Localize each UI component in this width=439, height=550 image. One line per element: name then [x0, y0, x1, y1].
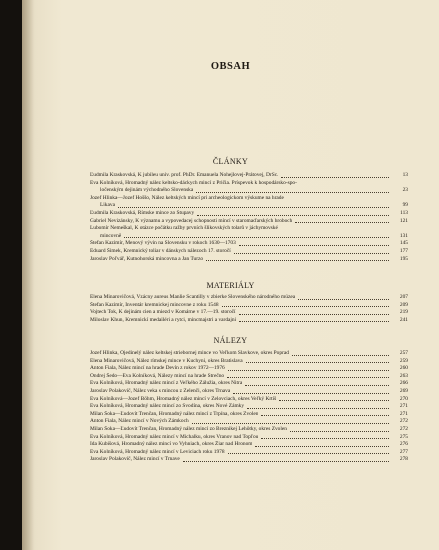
toc-page-number: 272 [399, 425, 408, 432]
toc-entry [90, 302, 408, 310]
toc-page-number: 131 [399, 232, 408, 239]
toc-entry-text: Eva Kolníková—Jozef Böhm, Hromadný nález mincí v Zelovciach, okres Veľký Krtíš [90, 395, 277, 402]
toc-entry-text: Eva Kolníková, Hromadný nález mincí v Michalku, okres Vranov nad Topľou [90, 433, 259, 440]
toc-entry-text: Ľudmila Kraskovská, K jubileu univ. prof. PhDr. Emanuela Nohejlovej-Prátovej, DrSc. [90, 172, 279, 178]
toc-page-number: 145 [399, 240, 408, 247]
toc-page-number: 263 [399, 372, 408, 379]
toc-entry-text: Ondrej Šedo—Eva Kolníková, Nálezy mincí na hrade Strečno [90, 372, 225, 379]
toc-entry [90, 172, 408, 180]
toc-entry-text: Gabriel Nevizánsky, K významu a vypovedacej schopnosti mincí v staromaďarských hroboch [90, 217, 293, 224]
toc-entry-text: Lubomír Nemeškal, K otázce počátku ražby prvních šlikovských tolarů v jáchymovské [90, 225, 278, 232]
toc-entry-text: Eva Kolníková, Hromadný nález mincí zo Svodína, okres Nové Zámky [90, 403, 245, 410]
dot-leader [247, 408, 389, 409]
dot-leader [228, 453, 389, 454]
toc-page-number: 99 [402, 202, 408, 209]
toc-entry-line [90, 248, 408, 256]
dot-leader [228, 370, 389, 371]
toc-entry-line [90, 210, 408, 218]
toc-page-number: 277 [399, 448, 408, 455]
toc-entry [90, 388, 408, 396]
toc-entry-text: Jaroslav Polakovič, Nález veka s mincou z Zelenči, okres Trnava [90, 387, 231, 394]
page-heading: OBSAH [210, 61, 251, 72]
toc-entry [90, 403, 408, 411]
toc-entry-line [90, 256, 408, 264]
toc-page-number: 207 [399, 294, 408, 300]
section-materialy [90, 294, 408, 324]
toc-entry [90, 373, 408, 381]
dot-leader [245, 385, 389, 386]
toc-entry [90, 441, 408, 449]
toc-entry [90, 396, 408, 404]
dot-leader [290, 431, 389, 432]
toc-page-number: 276 [399, 441, 408, 448]
toc-entry-line [90, 172, 408, 180]
dot-leader [227, 377, 389, 378]
section-title-clanky: ČLÁNKY [212, 157, 249, 166]
toc-entry-line [90, 195, 408, 203]
toc-entry-line [90, 373, 408, 381]
toc-page-number: 195 [399, 255, 408, 262]
toc-page-number: 257 [399, 350, 408, 356]
toc-entry-line [90, 202, 408, 210]
toc-entry [90, 256, 408, 264]
toc-entry-text: Likava [100, 202, 115, 209]
toc-entry [90, 418, 408, 426]
toc-entry-text: Štefan Kazimír, Inventár kremnickej mincovne z roku 1548 [90, 301, 219, 308]
toc-entry-line [90, 403, 408, 411]
toc-page-number: 271 [399, 410, 408, 417]
dot-leader [234, 253, 389, 254]
toc-entry-line [90, 411, 408, 419]
dot-leader [292, 355, 389, 356]
toc-entry-line [90, 388, 408, 396]
toc-page-number: 272 [399, 418, 408, 425]
toc-entry-line [90, 456, 408, 464]
dot-leader [239, 314, 389, 315]
toc-entry [90, 426, 408, 434]
section-nalezy [90, 350, 408, 464]
toc-entry-line [90, 434, 408, 442]
toc-entry-line [90, 240, 408, 248]
toc-entry [90, 240, 408, 248]
toc-entry-line [90, 294, 408, 302]
toc-entry [90, 358, 408, 366]
toc-page-number: 275 [399, 433, 408, 440]
toc-entry [90, 218, 408, 226]
toc-page-number: 266 [399, 380, 408, 387]
toc-entry [90, 380, 408, 388]
toc-page-number: 177 [399, 247, 408, 254]
toc-entry-text: Elena Minarovičová, Nález rímskej mince v Kuchyni, okres Bratislava [90, 357, 243, 364]
toc-entry [90, 309, 408, 317]
book-page [22, 0, 439, 550]
dot-leader [124, 237, 389, 238]
dot-leader [279, 400, 389, 401]
toc-entry-text: Eva Kolníková, Hromadný nález mincí v Leviciach roku 1978 [90, 448, 225, 455]
toc-entry-text: Eduard Šimek, Kremnický toliar v dánskych nálezoch 17. storočí [90, 247, 231, 254]
toc-page-number: 113 [400, 209, 408, 216]
toc-entry-text: Jaroslav Poľvář, Kutnohorská mincovna a Jan Turzo [90, 255, 204, 262]
toc-entry [90, 317, 408, 325]
toc-entry-line [90, 233, 408, 241]
toc-entry [90, 411, 408, 419]
toc-entry-line [90, 302, 408, 310]
toc-entry [90, 180, 408, 195]
toc-page-number: 259 [399, 357, 408, 364]
toc-entry [90, 248, 408, 256]
toc-page-number: 209 [399, 301, 408, 308]
dot-leader [233, 393, 389, 394]
toc-entry-line [90, 380, 408, 388]
toc-entry-text: Miloslav Khun, Kremnickí medailéri a rytci, mincmajstri a vardajni [90, 316, 237, 323]
dot-leader [239, 245, 389, 246]
dot-leader [281, 177, 389, 178]
toc-page-number: 278 [399, 456, 408, 463]
dot-leader [196, 192, 389, 193]
toc-entry [90, 449, 408, 457]
section-clanky [90, 172, 408, 263]
toc-entry-text: Milan Šoka—Ľudovít Trenčan, Hromadný nález mincí z Trpína, okres Zvolen [90, 410, 259, 417]
toc-entry [90, 350, 408, 358]
toc-page-number: 219 [399, 309, 408, 316]
toc-entry-line [90, 187, 408, 195]
toc-page-number: 13 [402, 172, 408, 178]
toc-entry-text: Elena Minarovičová, Vzácny aureus Manlie Scantilly v zbierke Slovenského národného múzea [90, 294, 296, 300]
toc-page-number: 121 [399, 217, 408, 224]
toc-entry-text: Vojtech Tok, K dejinám cien a miezd v Komárne v 17.—19. storočí [90, 309, 236, 316]
toc-entry [90, 210, 408, 218]
toc-entry-text: Anton Fiala, Nález mincí v Nových Zámkoch [90, 418, 189, 425]
dot-leader [261, 438, 389, 439]
dot-leader [222, 306, 389, 307]
dot-leader [206, 260, 389, 261]
toc-entry-text: Jozef Hlinka—Jozef Hoššo, Nález keltských mincí pri archeologickom výskume na hrade [90, 194, 284, 201]
toc-entry-line [90, 309, 408, 317]
dot-leader [118, 207, 389, 208]
toc-entry-line [90, 396, 408, 404]
toc-entry-text: Štefan Kazimír, Menový vývin na Slovensku v rokoch 1630—1703 [90, 240, 236, 247]
toc-entry-line [90, 441, 408, 449]
toc-entry [90, 365, 408, 373]
toc-page-number: 271 [399, 403, 408, 410]
toc-entry-text: Milan Šoka—Ľudovít Trenčan, Hromadný nález mincí zo Breznikej Lehôtky, okres Zvolen [90, 425, 287, 432]
toc-entry-text: Anton Fiala, Nález mincí na hrade Devín z rokov 1972—1976 [90, 365, 225, 372]
toc-page-number: 269 [399, 387, 408, 394]
section-title-materialy: MATERIÁLY [206, 281, 255, 290]
dot-leader [298, 299, 389, 300]
toc-page-number: 260 [399, 365, 408, 372]
section-title-nalezy: NÁLEZY [213, 336, 248, 345]
toc-entry-text: Eva Kolníková, Hromadný nález keltsko-dáckych mincí z Pričia. Príspevok k hospodársko-spo- [90, 179, 297, 186]
dot-leader [246, 362, 389, 363]
toc-page-number: 270 [399, 395, 408, 402]
toc-page-number: 241 [399, 316, 408, 323]
toc-entry [90, 294, 408, 302]
toc-entry-line [90, 350, 408, 358]
toc-entry [90, 456, 408, 464]
dot-leader [192, 423, 389, 424]
toc-entry-text: Eva Kolníková, Hromadný nález mincí z Veľkého Zálužia, okres Nitra [90, 380, 243, 387]
toc-entry-line [90, 180, 408, 188]
dot-leader [261, 415, 389, 416]
toc-entry-text: ločenským dejinám východného Slovenska [100, 187, 194, 194]
toc-entry-line [90, 426, 408, 434]
toc-entry-text: Jozef Hlinka, Ojedinelý nález keltskej striebornej mince vo Veľkom Slavkove, okres Poprad [90, 350, 289, 356]
toc-entry [90, 225, 408, 240]
toc-entry-line [90, 449, 408, 457]
toc-entry-line [90, 317, 408, 325]
toc-entry-line [90, 365, 408, 373]
toc-entry-line [90, 358, 408, 366]
toc-entry [90, 434, 408, 442]
dot-leader [197, 215, 389, 216]
toc-entry-text: Ľudmila Kraskovská, Rímske mince zo Stupavy [90, 209, 195, 216]
dot-leader [239, 321, 389, 322]
toc-entry-text: Jaroslav Polakovič, Nález mincí v Trnave [90, 456, 180, 463]
toc-entry-line [90, 225, 408, 233]
toc-entry-line [90, 418, 408, 426]
dot-leader [255, 446, 389, 447]
toc-entry-line [90, 218, 408, 226]
toc-page-number: 23 [402, 187, 408, 194]
toc-entry-text: mincovně [100, 232, 122, 239]
toc-entry [90, 195, 408, 210]
dot-leader [295, 222, 389, 223]
toc-entry-text: Ida Kubišová, Hromadný nález mincí vo Vyhniach, okres Žiar nad Hronom [90, 441, 253, 448]
dot-leader [183, 461, 389, 462]
